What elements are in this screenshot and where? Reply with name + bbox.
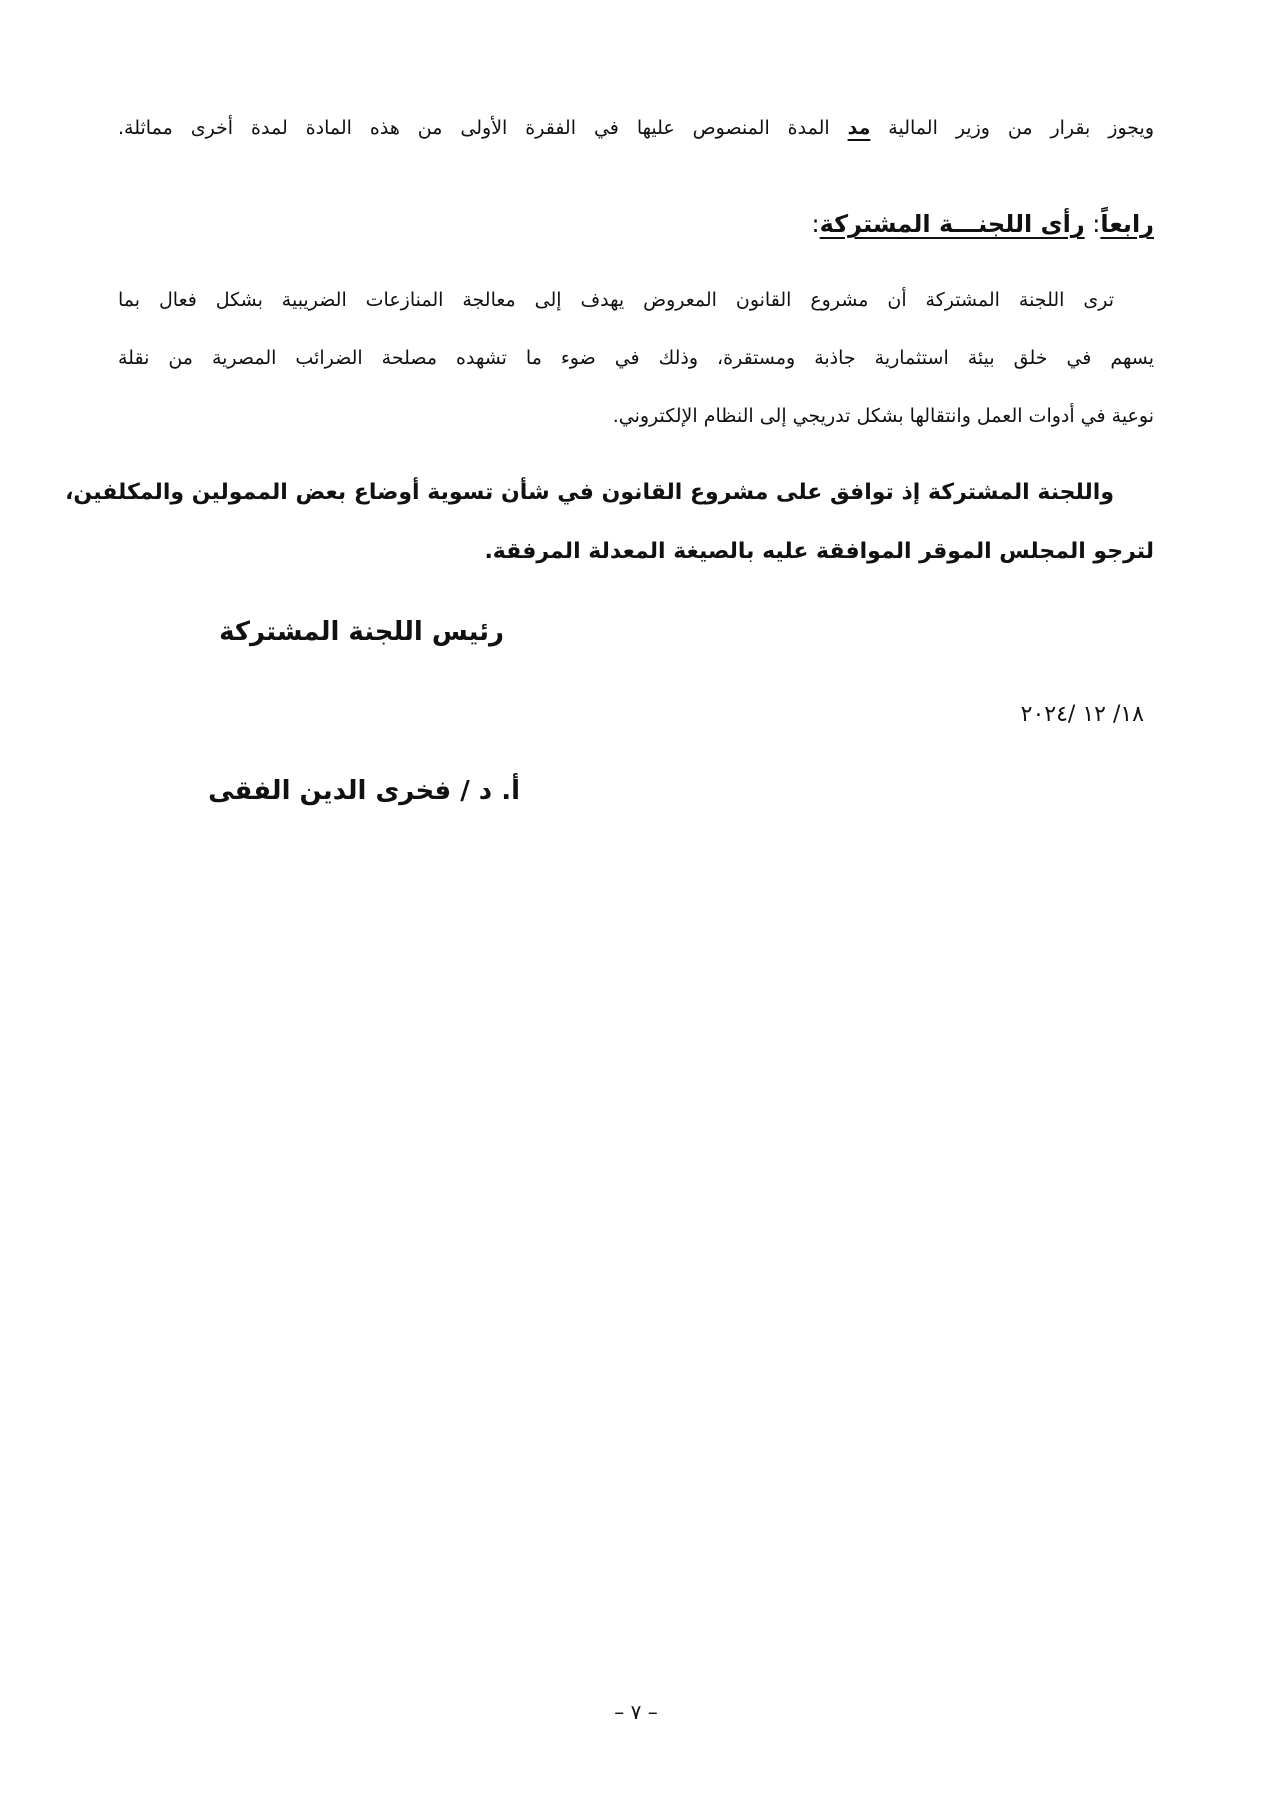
signature-date: ١٨/ ١٢ /٢٠٢٤ [1020, 702, 1144, 727]
opinion-line: نوعية في أدوات العمل وانتقالها بشكل تدريجي إلى النظام الإلكتروني. [612, 405, 1154, 427]
paragraph-top-end: المدة المنصوص عليها في الفقرة الأولى من هذه المادة لمدة أخرى مماثلة. [118, 117, 848, 139]
section-heading-title: رأى اللجنـــة المشتركة [819, 210, 1085, 238]
section-heading [812, 210, 1154, 238]
paragraph-top [118, 114, 1154, 142]
conclusion-line: لترجو المجلس الموقر الموافقة عليه بالصيغة المعدلة المرفقة. [484, 539, 1154, 564]
section-heading-colon: : [811, 210, 820, 238]
opinion-line: ترى اللجنة المشتركة أن مشروع القانون المعروض يهدف إلى معالجة المنازعات الضريبية بشكل فعال بما [118, 289, 1114, 311]
paragraph-top-start: ويجوز بقرار من وزير المالية [870, 117, 1154, 139]
signature-role: رئيس اللجنة المشتركة [219, 617, 504, 647]
page-number: – ٧ – [614, 1700, 658, 1724]
signatory-name: أ. د / فخرى الدين الفقى [208, 776, 520, 806]
paragraph-top-emphasis: مد [847, 117, 871, 139]
conclusion-line: واللجنة المشتركة إذ توافق على مشروع القانون في شأن تسوية أوضاع بعض الممولين والمكلفين، [65, 480, 1114, 505]
section-heading-separator: : [1084, 210, 1101, 238]
opinion-line: يسهم في خلق بيئة استثمارية جاذبة ومستقرة، وذلك في ضوء ما تشهده مصلحة الضرائب المصرية من نقلة [118, 347, 1154, 369]
section-heading-label: رابعاً [1100, 210, 1154, 238]
